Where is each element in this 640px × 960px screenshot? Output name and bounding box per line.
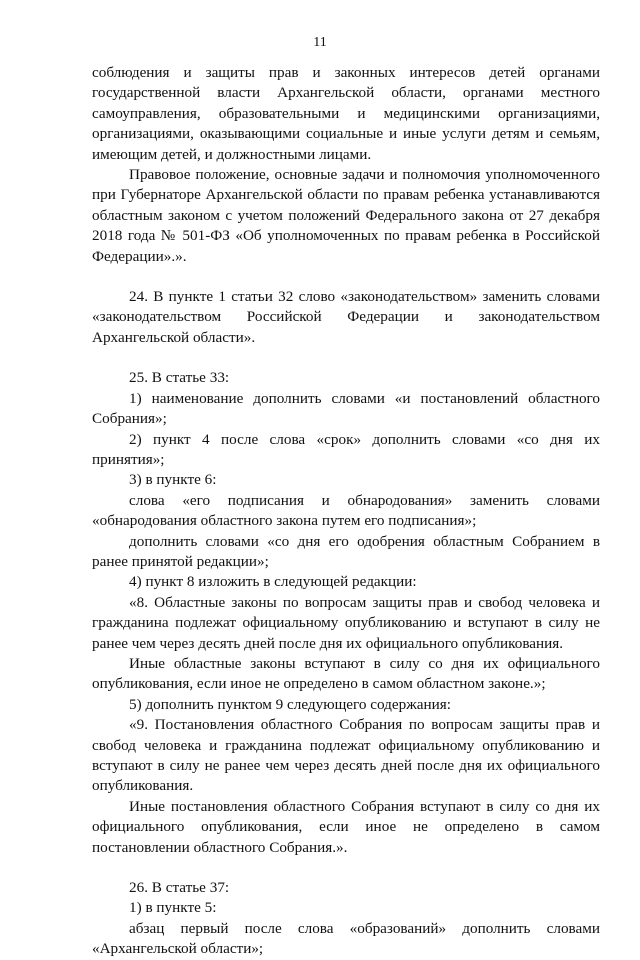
paragraph-spacer [92,267,600,287]
paragraph: 26. В статье 37: [129,879,230,897]
paragraph-spacer [92,348,600,368]
paragraph: 1) в пункте 5: [129,899,217,917]
paragraph: 3) в пункте 6: [129,471,217,489]
paragraph: 4) пункт 8 изложить в следующей редакции: [129,573,417,591]
paragraph-spacer [92,858,600,878]
paragraph: «9. Постановления областного Собрания по вопросам защиты прав и свобод человека и гражданина подлежат официальному опубликованию и вступают в силу не ранее чем через десять дней после дня их официального опубликования. [92,716,600,795]
paragraph: абзац первый после слова «образований» дополнить словами «Архангельской области»; [92,919,600,958]
paragraph: Иные областные законы вступают в силу со дня их официального опубликования, если иное не определено в самом областном законе.»; [92,654,600,693]
paragraph: 2) пункт 4 после слова «срок» дополнить словами «со дня их принятия»; [92,430,600,468]
paragraph: Иные постановления областного Собрания вступают в силу со дня их официального опубликования, если иное не определено в самом постановлении областного Собрания.». [92,797,600,856]
paragraph: «8. Областные законы по вопросам защиты прав и свобод человека и гражданина подлежат официальному опубликованию и вступают в силу не ранее чем через десять дней после дня их официального опубликования. [92,593,600,652]
paragraph: 24. В пункте 1 статьи 32 слово «законодательством» заменить словами «законодательством Российской Федерации и законодательством Архангельской области». [92,288,600,346]
paragraph: Правовое положение, основные задачи и полномочия уполномоченного при Губернаторе Архангельской области по правам ребенка устанавливаются областным законом с учетом положений Федерального закона от 27 декабря 2018 года № 501-ФЗ «Об уполномоченных по правам ребенка в Российской Федерации».». [92,166,600,265]
page-number: 11 [313,35,327,50]
paragraph: 5) дополнить пунктом 9 следующего содержания: [129,695,451,713]
paragraph: дополнить словами «со дня его одобрения областным Собранием в ранее принятой редакции»; [92,532,600,570]
paragraph: 25. В статье 33: [129,369,230,387]
document-body [92,63,600,960]
paragraph: слова «его подписания и обнародования» заменить словами «обнародования областного закона путем его подписания»; [92,491,600,530]
paragraph: соблюдения и защиты прав и законных интересов детей органами государственной власти Архангельской области, органами местного самоуправления, образовательными и медицинскими организациями, организациями, оказывающими социальные и иные услуги детям и семьям, имеющим детей, и должностными лицами. [92,64,600,163]
paragraph: 1) наименование дополнить словами «и постановлений областного Собрания»; [92,389,600,428]
